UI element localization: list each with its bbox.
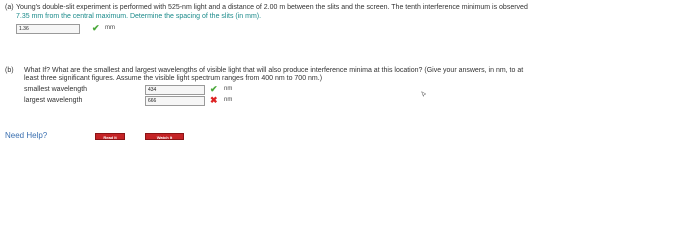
part-a-question-line2: 7.35 mm from the central maximum. Determine the spacing of the slits (in mm). xyxy=(16,13,262,20)
cross-icon: ✖ xyxy=(210,95,218,105)
largest-wavelength-label: largest wavelength xyxy=(24,97,83,104)
smallest-wavelength-unit: nm xyxy=(224,86,233,92)
check-icon: ✔ xyxy=(92,23,100,33)
mouse-cursor-icon xyxy=(421,91,427,97)
part-b-section xyxy=(0,62,700,118)
part-a-label: (a) xyxy=(5,4,14,11)
part-a-answer-field[interactable]: 1.36 xyxy=(16,24,80,34)
check-icon: ✔ xyxy=(210,84,218,94)
need-help-label: Need Help? xyxy=(5,131,48,140)
largest-wavelength-unit: nm xyxy=(224,97,233,103)
part-b-question-line2: least three significant figures. Assume the visible light spectrum ranges from 400 nm to 700 nm.) xyxy=(24,75,323,82)
smallest-wavelength-field[interactable]: 434 xyxy=(145,85,205,95)
largest-wavelength-field[interactable]: 666 xyxy=(145,96,205,106)
smallest-wavelength-label: smallest wavelength xyxy=(24,86,88,93)
part-b-label: (b) xyxy=(5,67,14,74)
part-a-unit: mm xyxy=(105,25,115,31)
part-a-section xyxy=(0,0,700,47)
watch-it-button[interactable]: Watch It xyxy=(145,133,184,140)
read-it-button[interactable]: Read It xyxy=(95,133,125,140)
part-b-question-line1: What If? What are the smallest and largest wavelengths of visible light that will also produce interference minima at this location? (Give your answers, in nm, to at xyxy=(24,67,524,74)
part-a-question-line1: Young's double-slit experiment is performed with 525-nm light and a distance of 2.00 m between the slits and the screen. The tenth interference minimum is observed xyxy=(16,4,528,11)
